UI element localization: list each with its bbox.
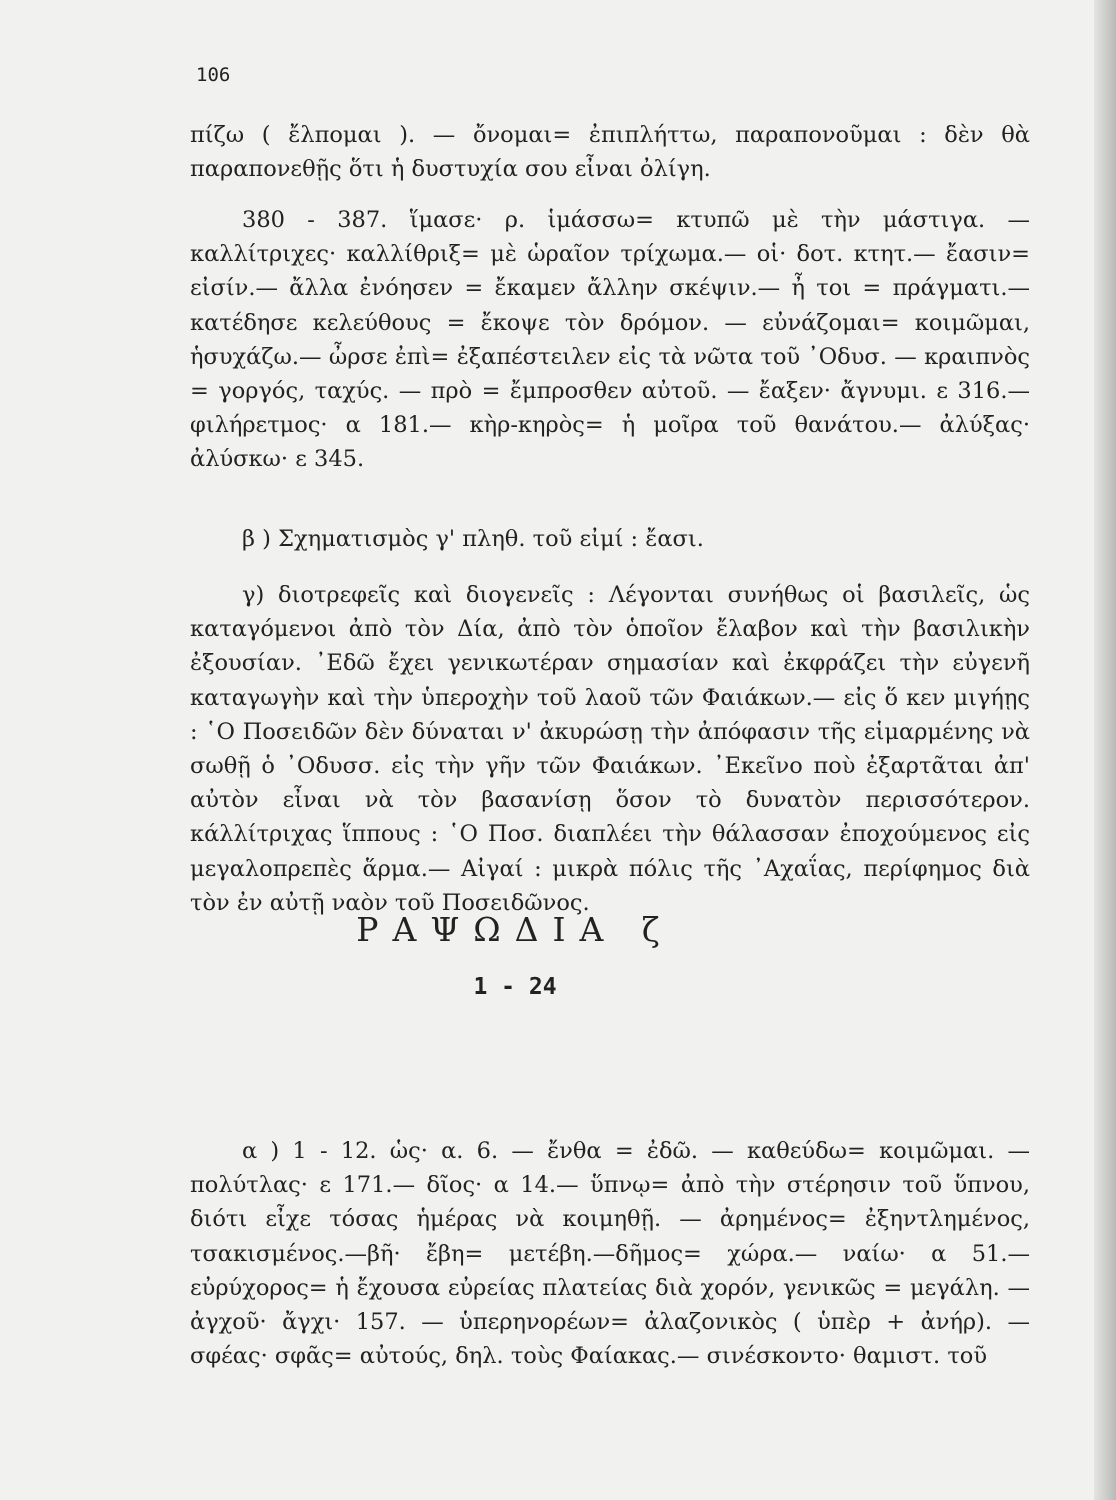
commentary-block-gamma (190, 578, 1030, 920)
paragraph-3: β ) Σχηματισμὸς γ' πληθ. τοῦ εἰμί : ἔασι. (242, 526, 704, 552)
verse-range-heading: 1 - 24 (473, 974, 557, 1000)
commentary-block-top (190, 118, 1030, 186)
commentary-block-alpha (190, 1134, 1030, 1373)
commentary-block-beta (190, 522, 1030, 556)
paragraph-4: γ) διοτρεφεῖς καὶ διογενεῖς : Λέγονται συνήθως οἱ βασιλεῖς, ὡς καταγόμενοι ἀπὸ τὸν Δία, ἀπὸ τὸν ὁποῖον ἔλαβον καὶ τὴν βασιλικὴν ἐξουσίαν. ᾿Εδῶ ἔχει γενικωτέραν σημασίαν καὶ ἐκφράζει τὴν εὐγενῆ καταγωγὴν καὶ τὴν ὑπεροχὴν τοῦ λαοῦ τῶν Φαιάκων.— εἰς ὅ κεν μιγήῃς : ῾Ο Ποσειδῶν δὲν δύναται ν' ἀκυρώσῃ τὴν ἀπόφασιν τῆς εἱμαρμένης νὰ σωθῇ ὁ ᾿Οδυσσ. εἰς τὴν γῆν τῶν Φαιάκων. ᾿Εκεῖνο ποὺ ἐξαρτᾶται ἀπ' αὐτὸν εἶναι νὰ τὸν βασανίσῃ ὅσον τὸ δυνατὸν περισσότερον. κάλλίτριχας ἵππους : ῾Ο Ποσ. διαπλέει τὴν θάλασσαν ἐποχούμενος εἰς μεγαλοπρεπὲς ἅρμα.— Αἰγαί : μικρὰ πόλις τῆς ᾿Αχαΐας, περίφημος διὰ τὸν ἐν αὐτῇ ναὸν τοῦ Ποσειδῶνος. (190, 582, 1030, 916)
commentary-block-380 (190, 203, 1030, 477)
page-edge-shadow (1094, 0, 1116, 1500)
rhapsody-heading: ΡΑΨΩΔΙΑ ζ (356, 910, 674, 949)
paragraph-5: α ) 1 - 12. ὡς· α. 6. — ἔνθα = ἐδῶ. — καθεύδω= κοιμῶμαι. — πολύτλας· ε 171.— δῖος· α 14.— ὕπνῳ= ἀπὸ τὴν στέρησιν τοῦ ὕπνου, διότι εἶχε τόσας ἡμέρας νὰ κοιμηθῇ. — ἀρημένος= ἐξηντλημένος, τσακισμένος.—βῆ· ἔβη= μετέβη.—δῆμος= χώρα.— ναίω· α 51.— εὐρύχορος= ἡ ἔχουσα εὐρείας πλατείας διὰ χορόν, γενικῶς = μεγάλη. — ἀγχοῦ· ἄγχι· 157. — ὑπερηνορέων= ἀλαζονικὸς ( ὑπὲρ + ἀνήρ). — σφέας· σφᾶς= αὐτούς, δηλ. τοὺς Φαίακας.— σινέσκοντο· θαμιστ. τοῦ (190, 1138, 1030, 1370)
paragraph-1: πίζω ( ἔλπομαι ). — ὄνομαι= ἐπιπλήττω, παραπονοῦμαι : δὲν θὰ παραπονεθῇς ὅτι ἡ δυστυχία σου εἶναι ὀλίγη. (190, 122, 1030, 183)
paragraph-2: 380 - 387. ἵμασε· ρ. ἱμάσσω= κτυπῶ μὲ τὴν μάστιγα. — καλλίτριχες· καλλίθριξ= μὲ ὡραῖον τρίχωμα.— οἱ· δοτ. κτητ.— ἔασιν= εἰσίν.— ἄλλα ἐνόησεν = ἔκαμεν ἄλλην σκέψιν.— ἦ τοι = πράγματι.— κατέδησε κελεύθους = ἔκοψε τὸν δρόμον. — εὐνάζομαι= κοιμῶμαι, ἡσυχάζω.— ὦρσε ἐπὶ= ἐξαπέστειλεν εἰς τὰ νῶτα τοῦ ᾿Οδυσ. — κραιπνὸς = γοργός, ταχύς. — πρὸ = ἔμπροσθεν αὐτοῦ. — ἔαξεν· ἄγνυμι. ε 316.— φιλήρετμος· α 181.— κὴρ-κηρὸς= ἡ μοῖρα τοῦ θανάτου.— ἀλύξας· ἀλύσκω· ε 345. (190, 207, 1030, 473)
page-number: 106 (196, 64, 231, 86)
